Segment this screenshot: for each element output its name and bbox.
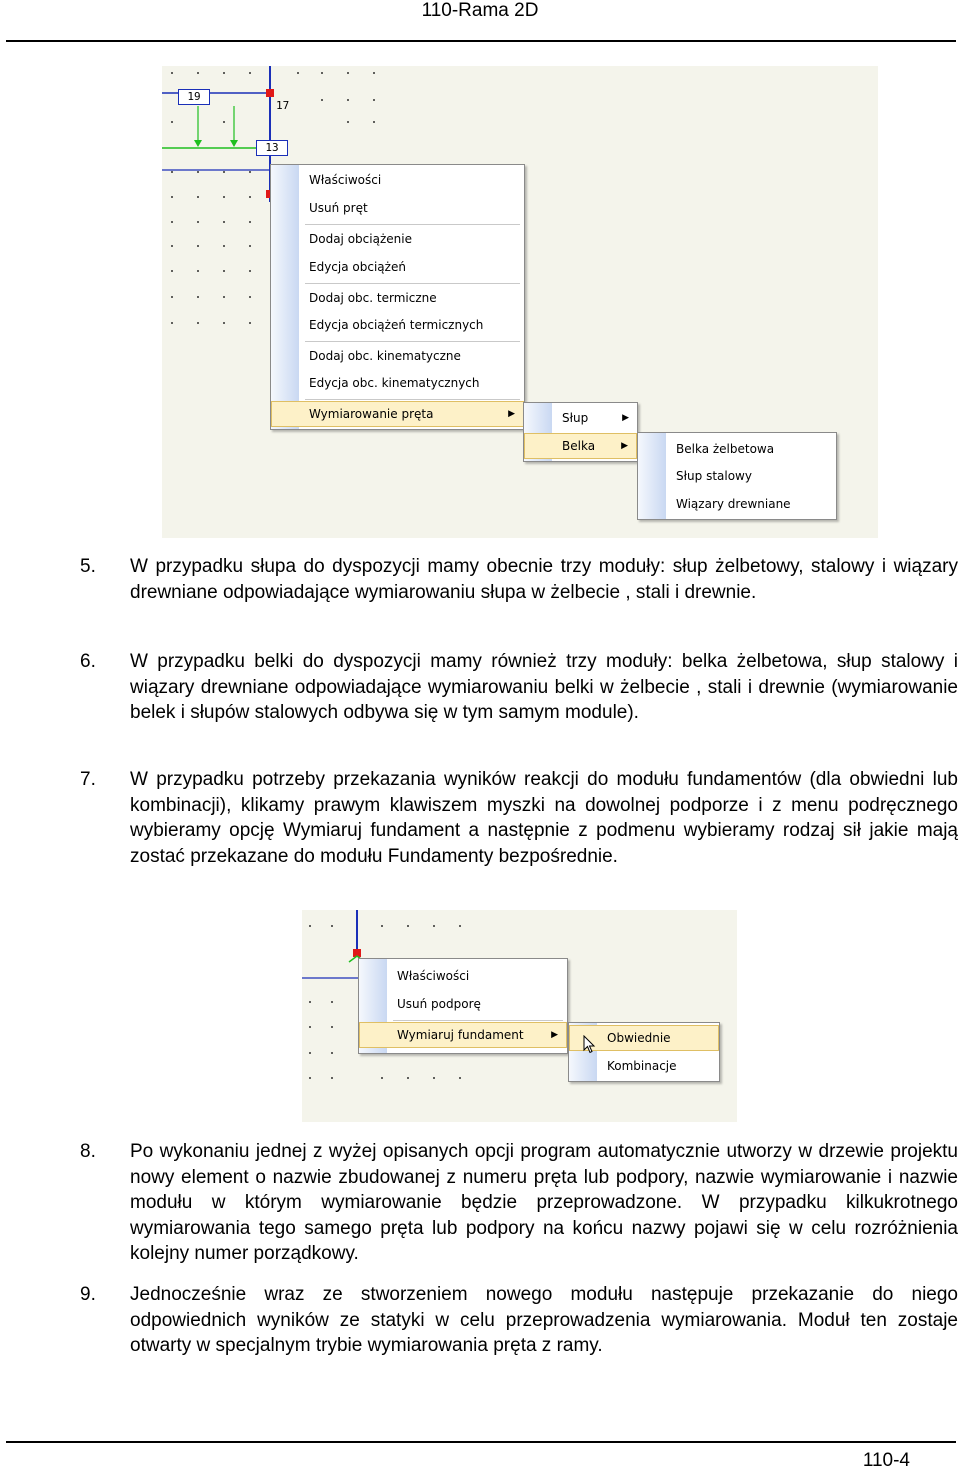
list-text: W przypadku belki do dyspozycji mamy również trzy moduły: belka żelbetowa, słup stalowy i wiązary drewniane odpowiadające wymiarowaniu belki w żelbecie , stali i drewnie (wymiarowanie belek i słupów stalowych odbywa się w tym samym module). [130,651,958,723]
list-text: W przypadku potrzeby przekazania wyników reakcji do modułu fundamentów (dla obwiedni lub kombinacji), klikamy prawym klawiszem myszki na dowolnej podporze i z menu podręcznego wybieramy opcję Wymiaruj fundament a następnie z podmenu wybieramy rodzaj sił jakie mają zostać przekazane do modułu Fundamenty bezpośrednie. [130,769,958,867]
list-item-5 [80,554,960,632]
menu-item-properties[interactable]: Właściwości [397,969,470,983]
menu-item-add-load[interactable]: Dodaj obciążenie [309,232,412,246]
submenu-item-combinations[interactable]: Kombinacje [607,1059,677,1073]
header-divider [6,40,956,42]
list-item-6 [80,649,960,753]
module-item-steel-column[interactable]: Słup stalowy [676,469,752,483]
screenshot-figure-2 [302,910,737,1122]
foundation-results-submenu [568,1022,720,1082]
node-label-13: 13 [256,140,288,156]
list-item-8 [80,1139,960,1269]
footer-divider [6,1441,956,1443]
running-header: 110-Rama 2D [421,0,539,21]
menu-item-delete-bar[interactable]: Usuń pręt [309,201,368,215]
list-text: W przypadku słupa do dyspozycji mamy obecnie trzy moduły: słup żelbetowy, stalowy i wiązary drewniane odpowiadające wymiarowaniu słupa w żelbecie , stali i drewnie. [130,556,958,603]
menu-item-label: Słup [562,411,589,425]
list-number: 9. [80,1284,96,1305]
submenu-item-beam[interactable] [524,433,637,459]
menu-item-properties[interactable]: Właściwości [309,173,382,187]
design-type-submenu [523,402,638,462]
menu-item-label: Wymiarowanie pręta [309,407,434,421]
page-number: 110-4 [862,1450,910,1471]
submenu-arrow-icon: ▶ [621,441,628,451]
list-number: 8. [80,1141,96,1162]
menu-item-delete-support[interactable]: Usuń podporę [397,997,481,1011]
menu-separator [305,399,520,400]
menu-item-bar-design[interactable] [271,401,524,427]
menu-separator [305,341,520,342]
node-label-19: 19 [178,89,210,105]
submenu-arrow-icon: ▶ [508,409,515,419]
menu-separator [305,224,520,225]
menu-item-edit-thermal-loads[interactable]: Edycja obciążeń termicznych [309,318,484,332]
list-text: Po wykonaniu jednej z wyżej opisanych opcji program automatycznie utworzy w drzewie projektu nowy element o nazwie zbudowanej z numeru pręta lub podpory, nazwie wymiarowanie i nazwie modułu w którym wymiarowanie będzie przeprowadzone. W przypadku kilkukrotnego wymiarowania tego samego pręta lub podpory na końcu nazwy pojawi się w celu rozróżnienia kolejny numer porządkowy. [130,1141,958,1264]
beam-module-submenu [637,432,837,520]
submenu-arrow-icon: ▶ [622,413,629,423]
submenu-item-envelopes[interactable]: Obwiednie [569,1025,719,1051]
node-label-17: 17 [276,99,290,112]
module-item-timber-trusses[interactable]: Wiązary drewniane [676,497,791,511]
submenu-arrow-icon: ▶ [551,1030,558,1040]
menu-separator [393,1020,563,1021]
menu-item-label: Wymiaruj fundament [397,1028,524,1042]
menu-separator [305,283,520,284]
submenu-item-column[interactable] [524,405,637,431]
menu-item-add-kinematic-load[interactable]: Dodaj obc. kinematyczne [309,349,461,363]
list-text: Jednocześnie wraz ze stworzeniem nowego modułu następuje przekazanie do niego odpowiednich wyników ze statyki w celu przeprowadzenia wymiarowania. Moduł ten zostaje otwarty w specjalnym trybie wymiarowania pręta z ramy. [130,1284,958,1356]
menu-item-edit-loads[interactable]: Edycja obciążeń [309,260,406,274]
menu-item-design-foundation[interactable] [359,1022,567,1048]
list-number: 7. [80,769,96,790]
list-number: 5. [80,556,96,577]
menu-item-edit-kinematic-loads[interactable]: Edycja obc. kinematycznych [309,376,480,390]
mouse-cursor-icon [583,1035,597,1055]
menu-item-label: Belka [562,439,596,453]
bar-context-menu [270,164,525,430]
module-item-rc-beam[interactable]: Belka żelbetowa [676,442,775,456]
support-context-menu [358,958,568,1054]
list-item-9 [80,1282,960,1360]
menu-item-add-thermal-load[interactable]: Dodaj obc. termiczne [309,291,437,305]
list-number: 6. [80,651,96,672]
screenshot-figure-1 [162,66,878,538]
list-item-7 [80,767,960,897]
